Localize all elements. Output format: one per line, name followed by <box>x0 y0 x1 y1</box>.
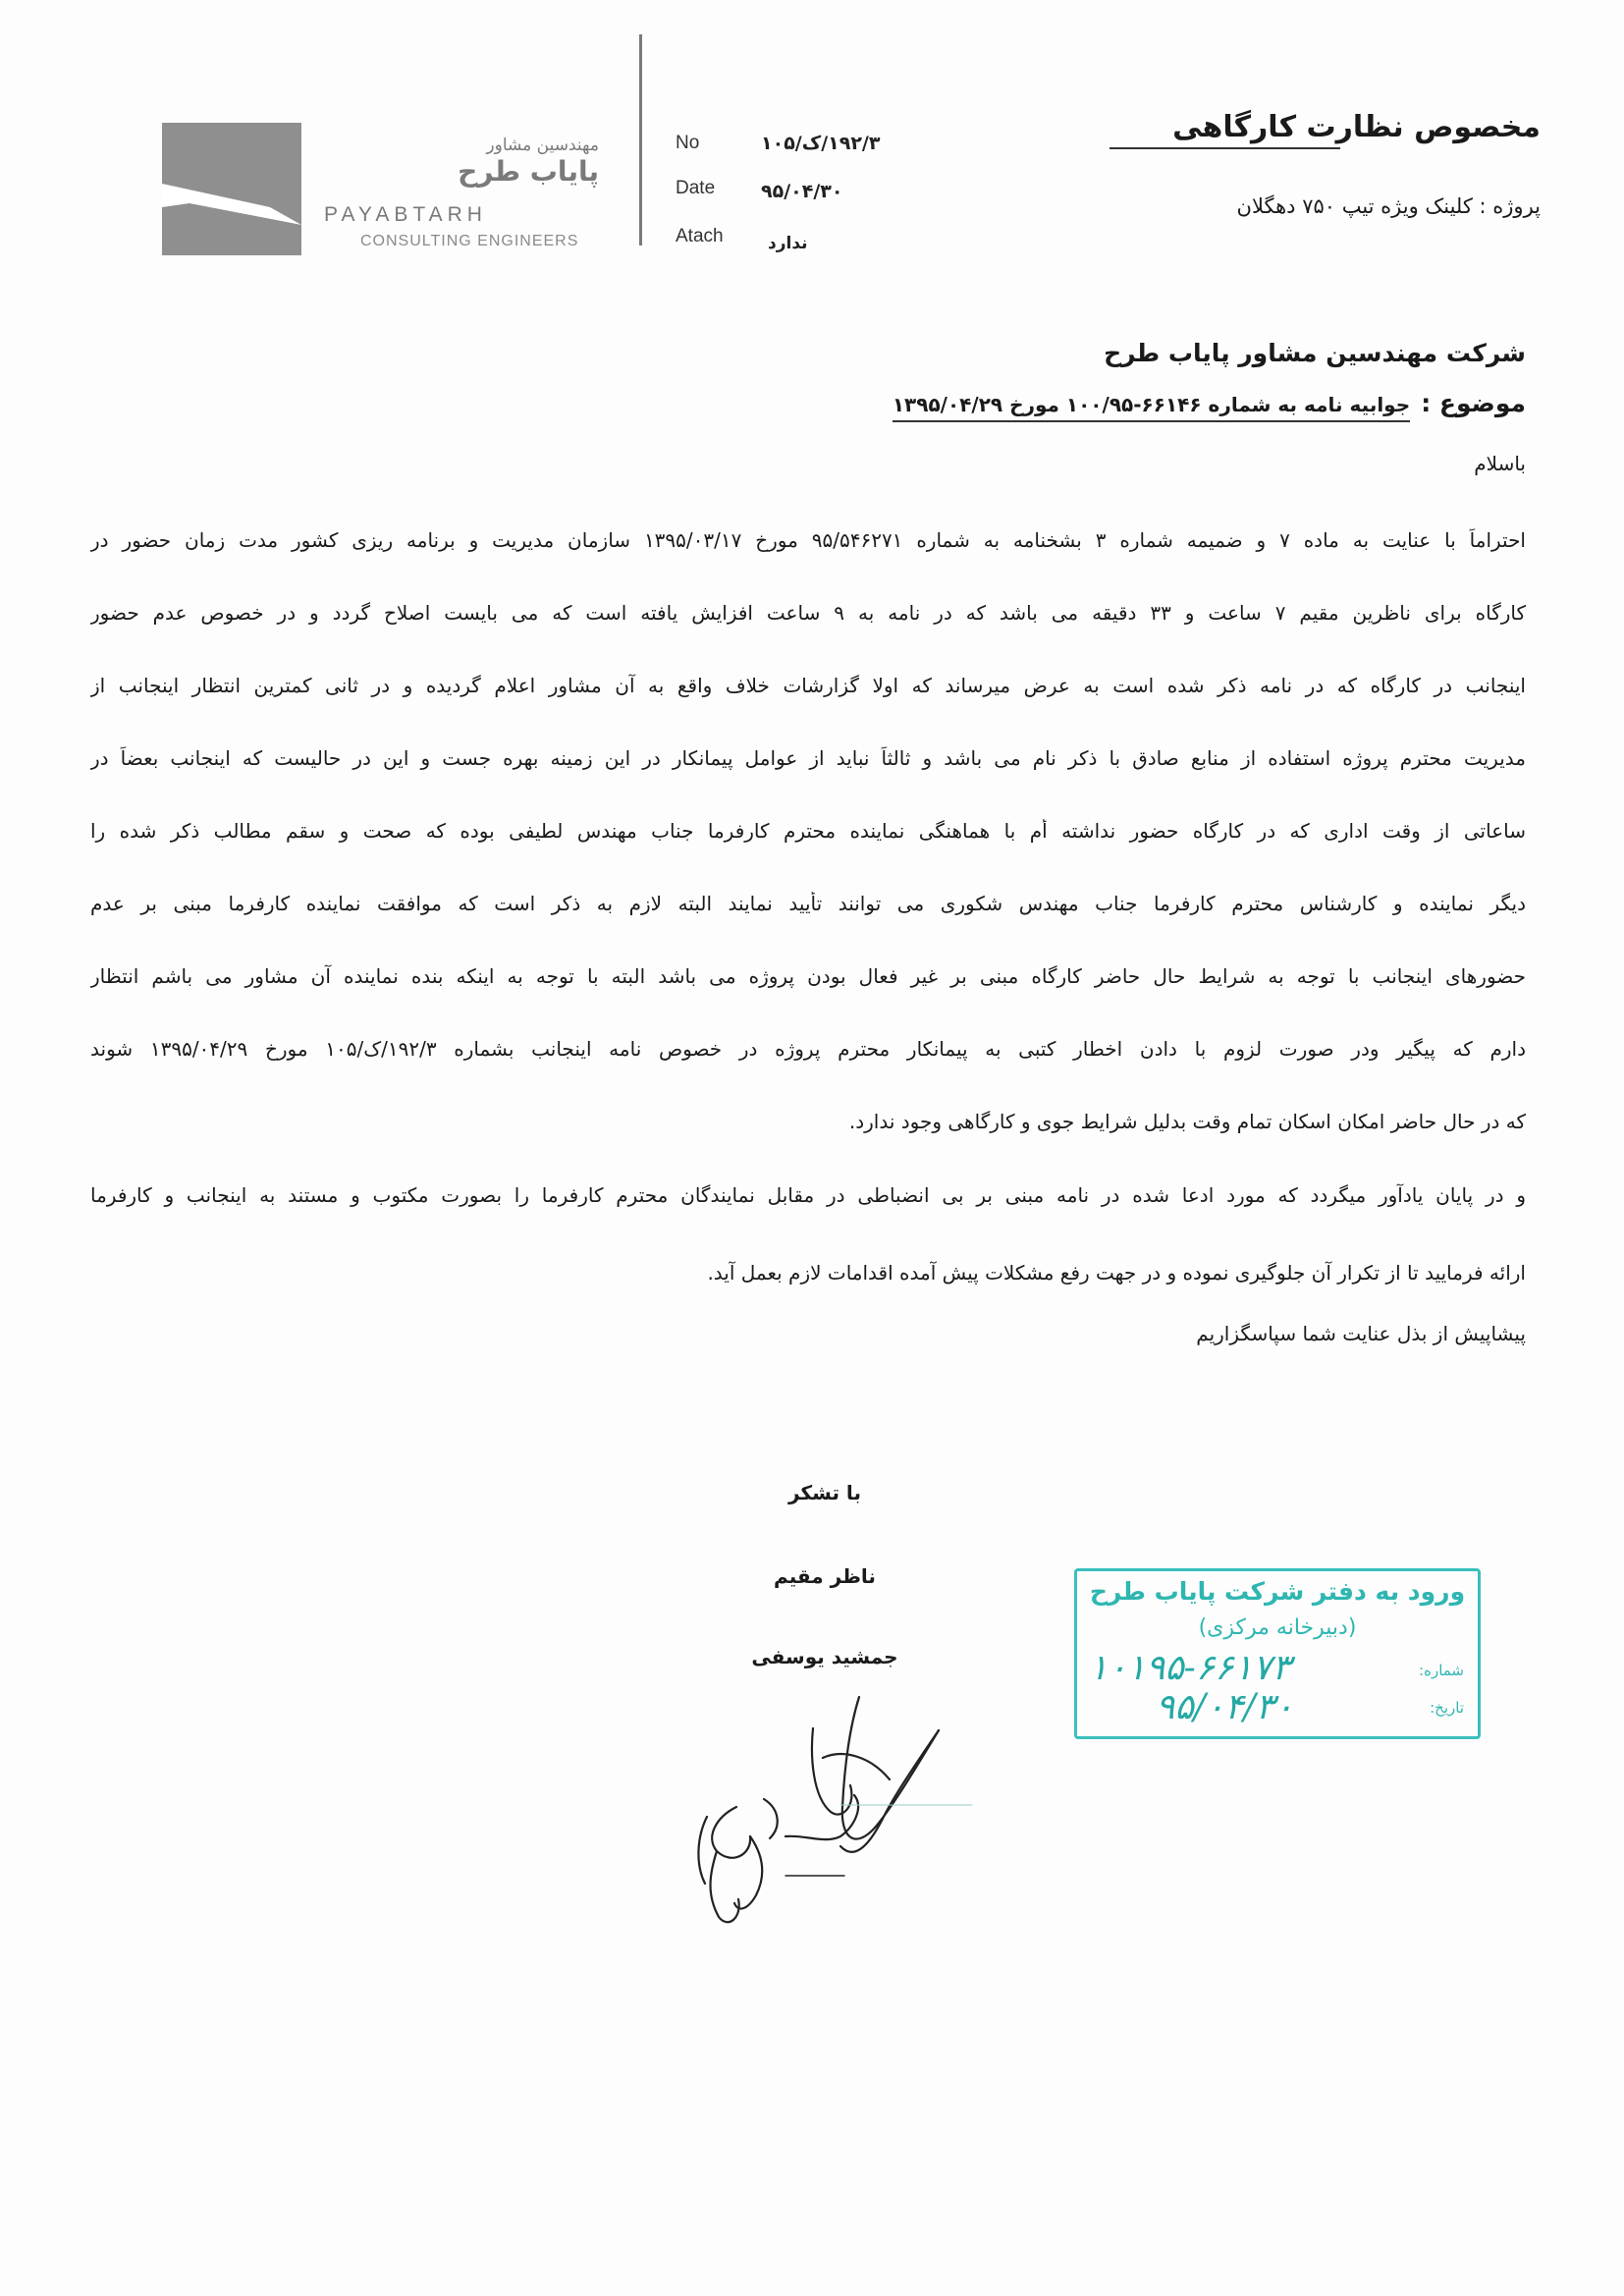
logo-persian-name: پایاب طرح <box>458 155 599 188</box>
body-line: احتراماً با عنایت به ماده ۷ و ضمیمه شماره ۳ بشخنامه به شماره ۹۵/۵۴۶۲۷۱ مورخ ۱۳۹۵/۰۳/۱۷ سازمان مدیریت و برنامه ریزی کشور مدت زمان حضور در <box>90 528 1526 552</box>
closing-line: پیشاپیش از بذل عنایت شما سپاسگزاریم <box>1196 1322 1526 1345</box>
confidential-heading: مخصوص نظارت کارگاهی <box>1172 110 1541 144</box>
body-line: ارائه فرمایید تا از تکرار آن جلوگیری نموده و در جهت رفع مشکلات پیش آمده اقدامات لازم بعمل آید. <box>707 1261 1526 1285</box>
body-line: ساعاتی از وقت اداری که در کارگاه حضور نداشته أم با هماهنگی نماینده محترم کارفرما جناب مهندس لطیفی بوده که صحت و سقم مطالب ذکر شده را <box>90 819 1526 843</box>
greeting: باسلام <box>1474 452 1526 475</box>
meta-no-label: No <box>676 133 700 153</box>
signature-thanks: با تشکر <box>788 1481 861 1504</box>
body-line: و در پایان یادآور میگردد که مورد ادعا شده در نامه مبنی بر بی انضباطی در مقابل نمایندگان محترم کارفرما را بصورت مکتوب و مستند به اینجانب و کارفرما <box>90 1183 1526 1207</box>
logo-persian-subtitle: مهندسین مشاور <box>486 136 599 155</box>
meta-date-value: ۹۵/۰۴/۳۰ <box>761 181 843 202</box>
meta-attach-value: ندارد <box>768 234 808 253</box>
stamp-date-value: ۹۵/۰۴/۳۰ <box>1156 1687 1294 1727</box>
signature-role: ناظر مقیم <box>774 1564 876 1588</box>
subject-text: جوابیه نامه به شماره ۶۶۱۴۶-۱۰۰/۹۵ مورخ ۱۳۹۵/۰۴/۲۹ <box>893 393 1410 422</box>
subject-label: موضوع : <box>1421 389 1526 417</box>
body-line: حضورهای اینجانب با توجه به شرایط حال حاضر کارگاه مبنی بر غیر فعال بودن پروژه می باشد البته با توجه به اینکه بنده نماینده آن مشاور می باشم انتظار <box>90 964 1526 988</box>
meta-attach-label: Atach <box>676 226 724 246</box>
stamp-number-label: شماره: <box>1419 1662 1464 1679</box>
header-divider <box>639 34 642 246</box>
body-line: مدیریت محترم پروژه استفاده از منابع صادق با ذکر نام می باشد و ثالثاً نباید از عوامل پیمانکار در این زمینه بهره جست و این در حالیست که اینجانب بعضاً در <box>90 746 1526 770</box>
stamp-number-value: ۱۰۱۹۵-۶۶۱۷۳ <box>1089 1648 1291 1688</box>
meta-no-value: ۱۹۲/۳/ک/۱۰۵ <box>761 133 881 154</box>
logo-english-name: PAYABTARH <box>324 203 487 226</box>
meta-date-label: Date <box>676 178 716 198</box>
body-line: کارگاه برای ناظرین مقیم ۷ ساعت و ۳۳ دقیقه می باشد که در نامه به ۹ ساعت افزایش یافته است که می بایست اصلاح گردد و در خصوص عدم حضور <box>90 601 1526 625</box>
subject-row <box>893 389 1526 417</box>
logo-english-subtitle: CONSULTING ENGINEERS <box>360 233 579 249</box>
stamp-title: ورود به دفتر شرکت پایاب طرح <box>1089 1577 1466 1606</box>
stamp-date-label: تاریخ: <box>1430 1699 1464 1717</box>
stamp-subtitle: (دبیرخانه مرکزی) <box>1198 1615 1357 1640</box>
recipient: شرکت مهندسین مشاور پایاب طرح <box>1104 339 1526 367</box>
body-line: اینجانب در کارگاه که در نامه ذکر شده است به عرض میرساند که اولا گزارشات خلاف واقع به آن مشاور اعلام گردیده و در ثانی کمترین انتظار اینجانب از <box>90 674 1526 697</box>
body-line: دیگر نماینده و کارشناس محترم کارفرما جناب مهندس شکوری می توانند تأیید نمایند البته لازم به ذکر است که موافقت نماینده کارفرما مبنی بر عدم <box>90 892 1526 915</box>
body-line: که در حال حاضر امکان اسکان تمام وقت بدلیل شرایط جوی و کارگاهی وجود ندارد. <box>848 1110 1526 1133</box>
confidential-underline <box>1110 147 1340 149</box>
registry-stamp <box>1074 1568 1481 1739</box>
handwritten-signature <box>648 1689 1001 1944</box>
body-line: دارم که پیگیر ودر صورت لزوم با دادن اخطار کتبی به پیمانکار محترم پروژه در خصوص نامه اینجانب بشماره ۱۹۲/۳/ک/۱۰۵ مورخ ۱۳۹۵/۰۴/۲۹ شوند <box>90 1037 1526 1061</box>
signature-name: جمشید یوسفی <box>751 1645 898 1668</box>
project-title: پروژه : کلینک ویژه تیپ ۷۵۰ دهگلان <box>1236 194 1541 218</box>
company-logo-icon <box>162 123 301 255</box>
